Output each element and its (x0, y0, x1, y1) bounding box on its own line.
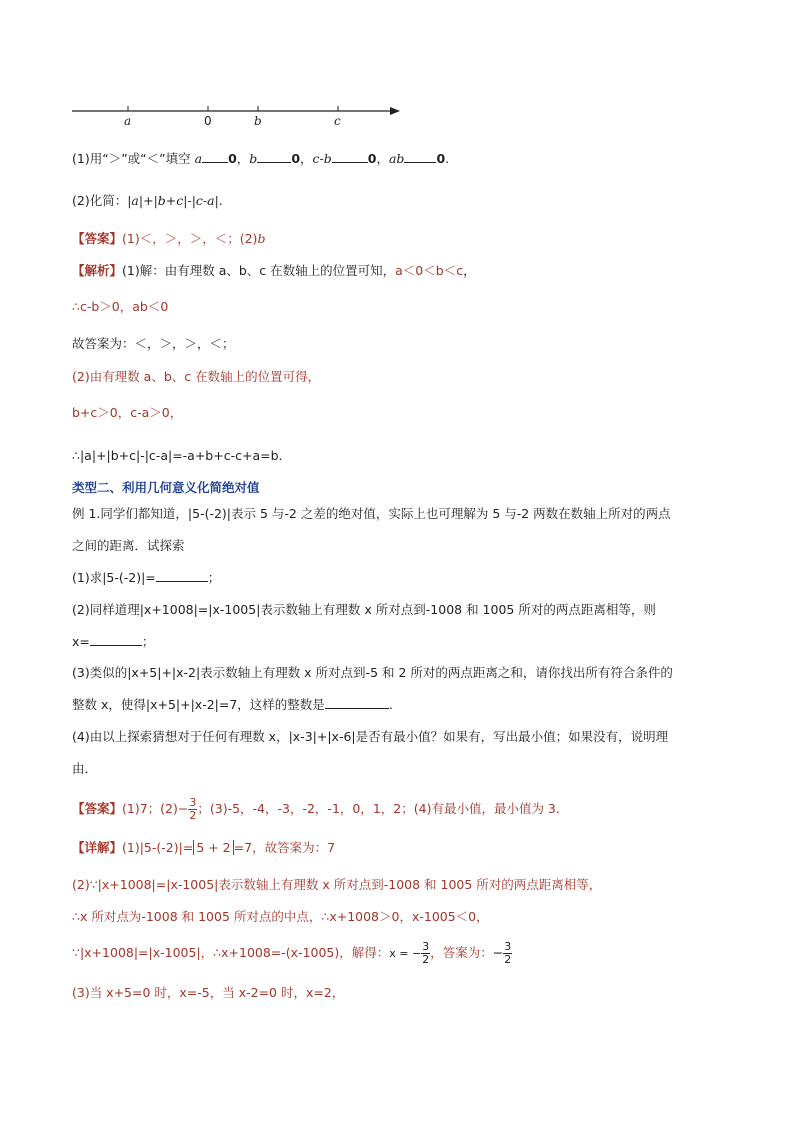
question-2: (2)化简：|a|+|b+c|-|c-a|. (72, 193, 223, 208)
fraction: $\frac{3}{2}$ (504, 940, 512, 966)
example-line-3: (1)求|5-(-2)|= ； (72, 570, 221, 585)
number-line (0, 0, 794, 135)
number-line-label-zero: 0 (204, 114, 212, 128)
example-line-8: (4)由以上探索猜想对于任何有理数 x，|x-3|+|x-6|是否有最小值？如果有，写出最小值；如果没有，说明理 (72, 729, 669, 744)
analysis-line-3: 故答案为：＜，＞，＞，＜； (72, 336, 235, 351)
question-1: (1)用“＞”或“＜”填空 a 0，b 0，c-b 0，ab 0. (72, 151, 450, 166)
detail-line-3: ∴x 所对点为-1008 和 1005 所对点的中点，∴x+1008＞0，x-1005＜0， (72, 909, 489, 924)
number-line-label-a: a (124, 114, 132, 128)
number-line-label-b: b (254, 114, 262, 128)
analysis-line-4: (2)由有理数 a、b、c 在数轴上的位置可得， (72, 369, 321, 384)
example-line-1: 例 1.同学们都知道，|5-(-2)|表示 5 与-2 之差的绝对值，实际上也可理解为 5 与-2 两数在数轴上所对的两点 (72, 506, 671, 521)
detail-line-1: 【详解】(1)|5-(-2)|= 5 + 2 =7，故答案为：7 (72, 840, 336, 855)
analysis-line-6: ∴|a|+|b+c|-|c-a|=-a+b+c-c+a=b. (72, 448, 283, 463)
analysis-line-2: ∴c-b＞0，ab＜0 (72, 299, 169, 314)
answer-1: 【答案】(1)＜，＞，＞，＜；(2)b (72, 231, 266, 246)
example-line-4: (2)同样道理|x+1008|=|x-1005|表示数轴上有理数 x 所对点到-1008 和 1005 所对的两点距离相等，则 (72, 602, 656, 617)
example-line-6: (3)类似的|x+5|+|x-2|表示数轴上有理数 x 所对点到-5 和 2 所对的两点距离之和，请你找出所有符合条件的 (72, 665, 673, 680)
example-line-5: x= ； (72, 634, 155, 649)
example-line-7: 整数 x，使得|x+5|+|x-2|=7，这样的整数是 . (72, 697, 393, 712)
analysis-line-1: 【解析】(1)解：由有理数 a、b、c 在数轴上的位置可知，a＜0＜b＜c， (72, 263, 476, 278)
example-line-9: 由． (72, 761, 98, 776)
example-line-2: 之间的距离．试探索 (72, 538, 185, 553)
detail-line-4: ∵|x+1008|=|x-1005|，∴x+1008=-(x-1005)，解得：x = − $\frac{3}{2}$ ，答案为：− $\frac{3}{2}$ (72, 940, 512, 966)
answer-2: 【答案】(1)7；(2)− $\frac{3}{2}$ ；(3)-5，-4，-3，-2，-1，0，1，2；(4)有最小值，最小值为 3. (72, 796, 560, 822)
detail-line-5: (3)当 x+5=0 时，x=-5，当 x-2=0 时，x=2， (72, 985, 345, 1000)
number-line-arrow (390, 107, 400, 115)
fraction: $\frac{3}{2}$ (422, 940, 430, 966)
detail-line-2: (2)∵|x+1008|=|x-1005|表示数轴上有理数 x 所对点到-1008 和 1005 所对的两点距离相等， (72, 877, 602, 892)
fraction: $\frac{3}{2}$ (189, 796, 197, 822)
section-title: 类型二、利用几何意义化简绝对值 (72, 480, 260, 495)
number-line-label-c: c (334, 114, 341, 128)
analysis-line-5: b+c＞0，c-a＞0， (72, 405, 183, 420)
